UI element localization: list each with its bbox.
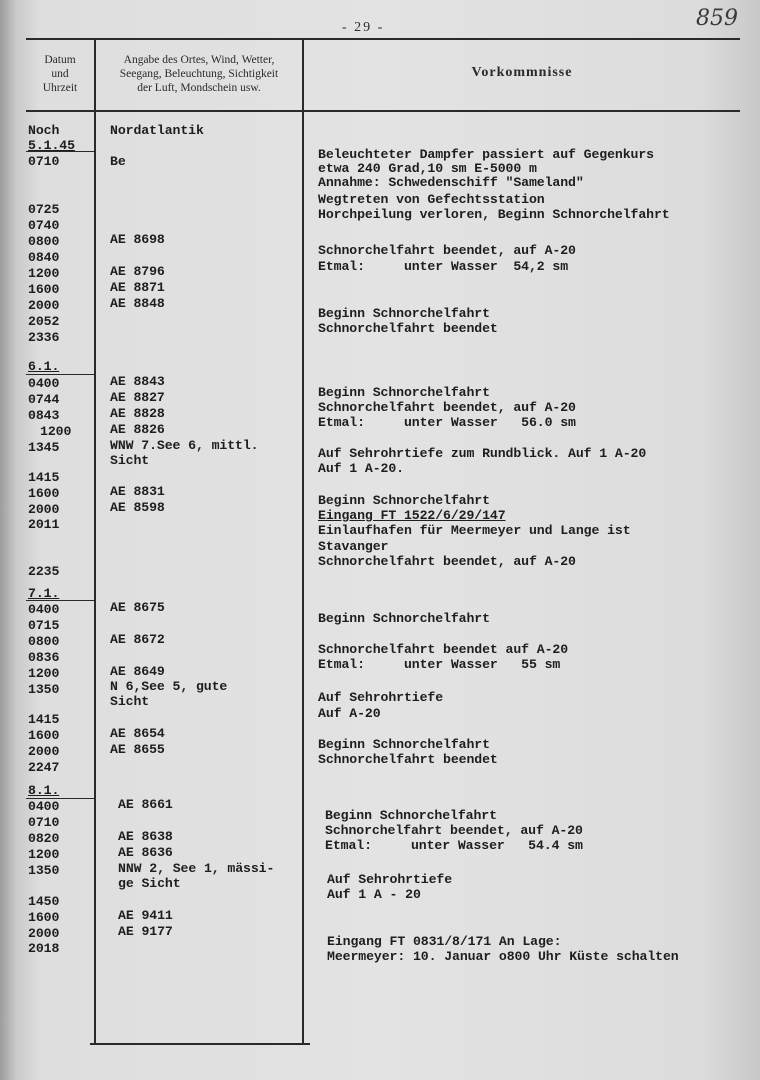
ort-cell: AE 8796 [110, 264, 165, 279]
event-cell: Etmal: unter Wasser 56.0 sm [318, 415, 576, 430]
datum-cell: 0710 [28, 154, 60, 169]
event-cell: Etmal: unter Wasser 55 sm [318, 657, 561, 672]
ort-cell: AE 8698 [110, 232, 165, 247]
ort-cell: AE 8843 [110, 374, 165, 389]
ort-cell: AE 8826 [110, 422, 165, 437]
handwritten-page-number: 859 [696, 6, 738, 31]
datum-cell: 1415 [28, 712, 60, 727]
event-cell: Beginn Schnorchelfahrt [318, 385, 490, 400]
event-cell: Beginn Schnorchelfahrt [318, 493, 490, 508]
datum-cell: 1350 [28, 682, 60, 697]
event-cell: Eingang FT 0831/8/171 An Lage: [327, 934, 562, 949]
datum-cell: 1200 [40, 424, 72, 439]
ort-cell: AE 8675 [110, 600, 165, 615]
datum-cell: 1415 [28, 470, 60, 485]
column-divider-1 [94, 40, 96, 1045]
event-cell: Horchpeilung verloren, Beginn Schnorchelfahrt [318, 207, 670, 222]
datum-cell: 0740 [28, 218, 60, 233]
ort-cell: AE 8598 [110, 500, 165, 515]
datum-cell: 2000 [28, 744, 60, 759]
datum-cell: 1200 [28, 266, 60, 281]
page-number: - 29 - [342, 20, 385, 35]
ort-cell: AE 8638 [118, 829, 173, 844]
header-ort: Angabe des Ortes, Wind, Wetter, Seegang, Beleuchtung, Sichtigkeit der Luft, Mondschein usw. [119, 54, 279, 94]
ort-cell: AE 8636 [118, 845, 173, 860]
ort-cell: Sicht [110, 694, 150, 709]
datum-cell: 0715 [28, 618, 60, 633]
ort-cell: AE 8655 [110, 742, 165, 757]
event-cell: Wegtreten von Gefechtsstation [318, 192, 545, 207]
datum-cell: 2247 [28, 760, 60, 775]
datum-cell: 0400 [28, 602, 60, 617]
event-cell: Schnorchelfahrt beendet auf A-20 [318, 642, 569, 657]
date-heading: 5.1.45 [28, 138, 75, 153]
datum-cell: 0710 [28, 815, 60, 830]
event-cell: etwa 240 Grad,10 sm E-5000 m [318, 161, 537, 176]
datum-cell: 0400 [28, 376, 60, 391]
event-cell: Schnorchelfahrt beendet [318, 321, 498, 336]
header-vorkommnisse: Vorkommnisse [471, 65, 573, 80]
event-cell: Beleuchteter Dampfer passiert auf Gegenkurs [318, 147, 654, 162]
column-divider-2 [302, 40, 304, 1045]
event-cell: Beginn Schnorchelfahrt [318, 306, 490, 321]
event-cell: Schnorchelfahrt beendet, auf A-20 [318, 243, 576, 258]
ort-cell: WNW 7.See 6, mittl. [110, 438, 259, 453]
datum-cell: 0840 [28, 250, 60, 265]
event-cell: Auf Sehrohrtiefe zum Rundblick. Auf 1 A-20 [318, 446, 647, 461]
ort-cell: AE 8827 [110, 390, 165, 405]
datum-cell: 2000 [28, 926, 60, 941]
event-cell: Auf 1 A-20. [318, 461, 404, 476]
datum-cell: 1600 [28, 910, 60, 925]
header-bottom-rule [26, 110, 740, 112]
datum-cell: 0836 [28, 650, 60, 665]
datum-cell: 1350 [28, 863, 60, 878]
ort-cell: N 6,See 5, gute [110, 679, 228, 694]
datum-cell: 2235 [28, 564, 60, 579]
datum-cell: 2052 [28, 314, 60, 329]
date-heading: 6.1. [28, 359, 60, 374]
ort-cell: AE 9177 [118, 924, 173, 939]
event-cell: Einlaufhafen für Meermeyer und Lange ist [318, 523, 631, 538]
datum-cell: 1345 [28, 440, 60, 455]
event-cell: Schnorchelfahrt beendet, auf A-20 [318, 400, 576, 415]
ort-cell: AE 8672 [110, 632, 165, 647]
event-cell: Schnorchelfahrt beendet, auf A-20 [325, 823, 583, 838]
ort-cell: AE 8828 [110, 406, 165, 421]
event-cell: Etmal: unter Wasser 54.4 sm [325, 838, 583, 853]
datum-cell: 0800 [28, 634, 60, 649]
datum-cell: 2000 [28, 502, 60, 517]
datum-cell: 1450 [28, 894, 60, 909]
event-cell: Beginn Schnorchelfahrt [318, 737, 490, 752]
event-cell: Beginn Schnorchelfahrt [318, 611, 490, 626]
table-top-rule [26, 38, 740, 40]
datum-cell: 0843 [28, 408, 60, 423]
datum-cell: 1600 [28, 282, 60, 297]
event-cell: Annahme: Schwedenschiff "Sameland" [318, 175, 584, 190]
datum-cell: 2011 [28, 517, 60, 532]
date-heading: 8.1. [28, 783, 60, 798]
datum-cell: Noch [28, 123, 60, 138]
event-cell: Beginn Schnorchelfahrt [325, 808, 497, 823]
datum-cell: 2000 [28, 298, 60, 313]
event-cell: Auf A-20 [318, 706, 381, 721]
ort-cell: ge Sicht [118, 876, 181, 891]
event-cell: Eingang FT 1522/6/29/147 [318, 508, 506, 523]
event-cell: Auf 1 A - 20 [327, 887, 421, 902]
datum-cell: 0725 [28, 202, 60, 217]
ort-cell: AE 8661 [118, 797, 173, 812]
datum-cell: 1600 [28, 486, 60, 501]
datum-cell: 2336 [28, 330, 60, 345]
ort-cell: AE 8654 [110, 726, 165, 741]
header-datum: Datum und Uhrzeit [42, 54, 78, 94]
datum-cell: 2018 [28, 941, 60, 956]
event-cell: Auf Sehrohrtiefe [327, 872, 453, 887]
date-rule [26, 374, 94, 375]
datum-cell: 0744 [28, 392, 60, 407]
datum-cell: 1200 [28, 847, 60, 862]
datum-cell: 1200 [28, 666, 60, 681]
event-cell: Auf Sehrohrtiefe [318, 690, 444, 705]
ort-cell: AE 9411 [118, 908, 173, 923]
ort-cell: Nordatlantik [110, 123, 204, 138]
datum-cell: 0400 [28, 799, 60, 814]
event-cell: Etmal: unter Wasser 54,2 sm [318, 259, 569, 274]
event-cell: Meermeyer: 10. Januar o800 Uhr Küste schalten [327, 949, 679, 964]
ort-cell: AE 8831 [110, 484, 165, 499]
ort-cell: NNW 2, See 1, mässi- [118, 861, 275, 876]
event-cell: Schnorchelfahrt beendet [318, 752, 498, 767]
ort-cell: Be [110, 154, 126, 169]
datum-cell: 0800 [28, 234, 60, 249]
ort-cell: AE 8848 [110, 296, 165, 311]
event-cell: Stavanger [318, 539, 389, 554]
table-bottom-rule [90, 1043, 310, 1045]
datum-cell: 1600 [28, 728, 60, 743]
date-heading: 7.1. [28, 586, 60, 601]
datum-cell: 0820 [28, 831, 60, 846]
ort-cell: Sicht [110, 453, 150, 468]
ort-cell: AE 8649 [110, 664, 165, 679]
ort-cell: AE 8871 [110, 280, 165, 295]
event-cell: Schnorchelfahrt beendet, auf A-20 [318, 554, 576, 569]
